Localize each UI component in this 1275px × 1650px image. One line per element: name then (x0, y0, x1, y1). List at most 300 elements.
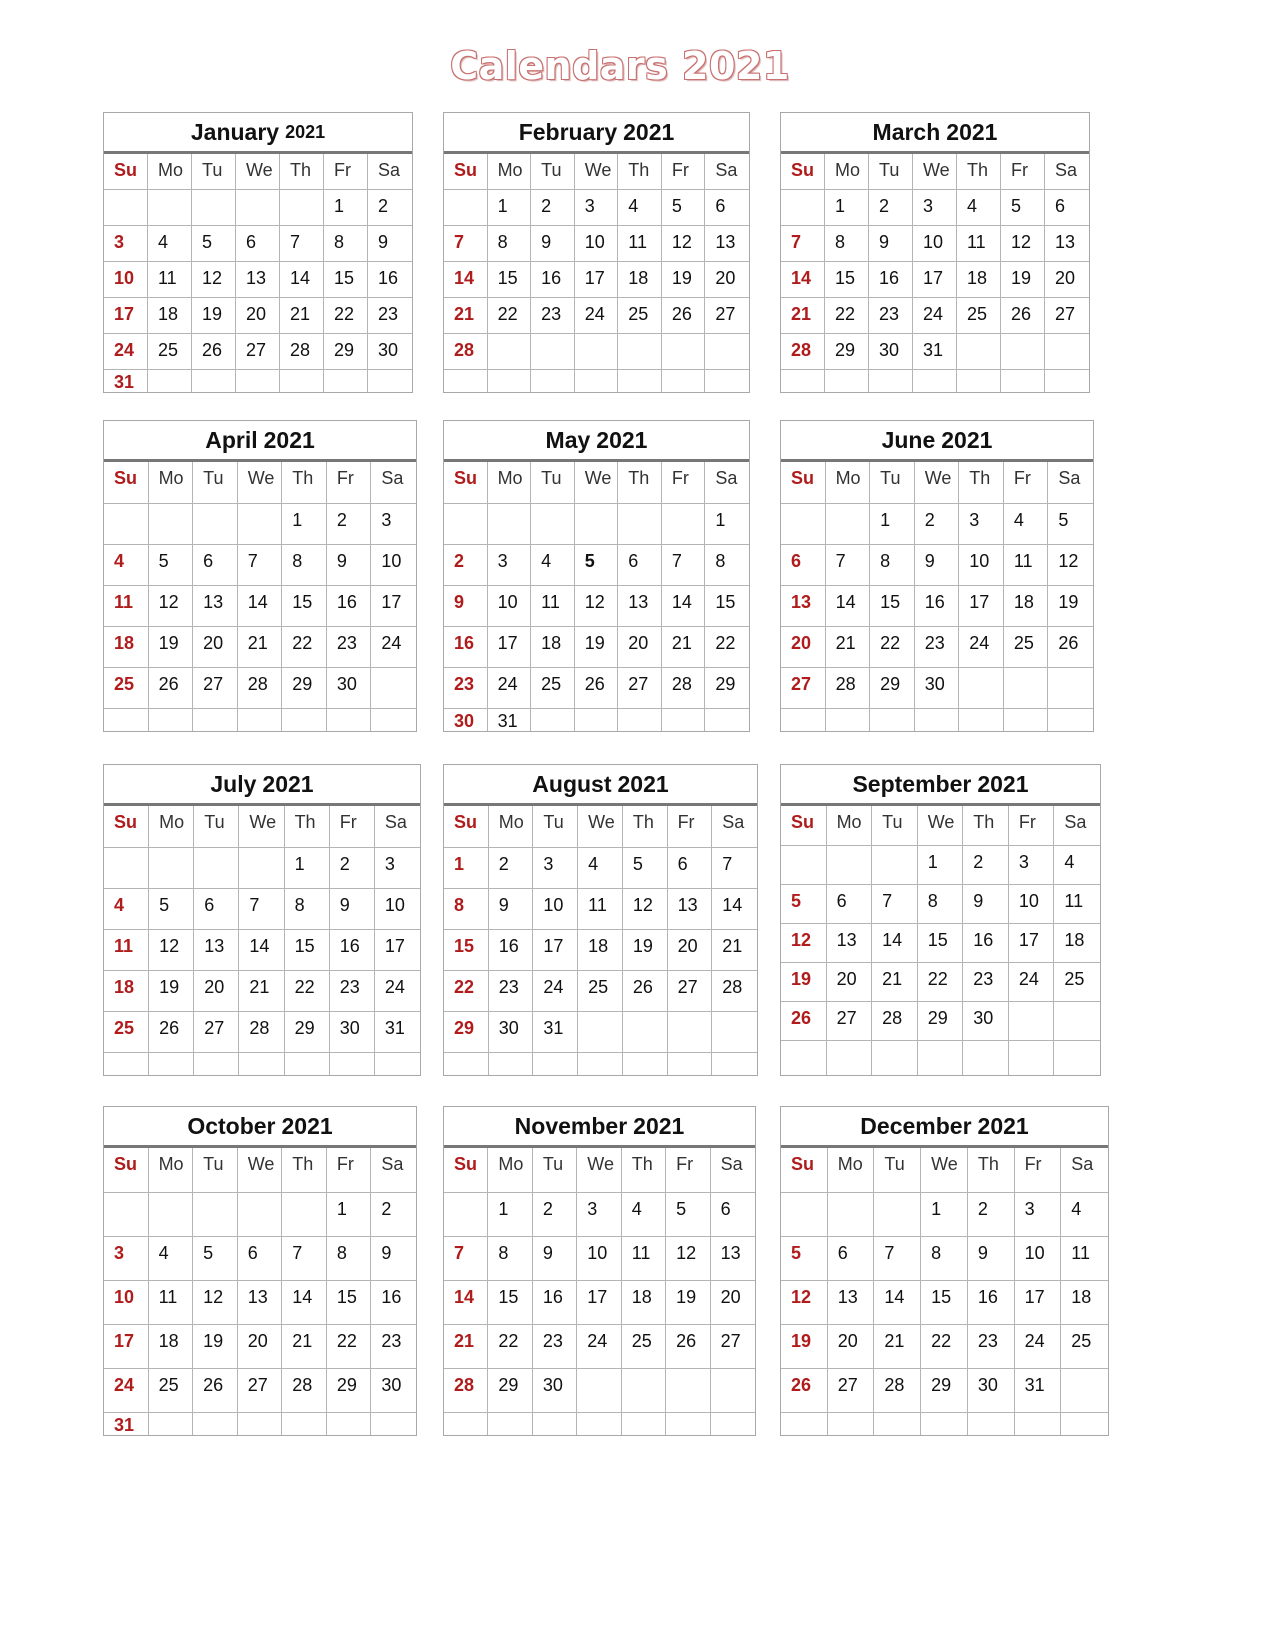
weekday-header: We (921, 1148, 968, 1193)
day-cell: 28 (662, 668, 706, 709)
day-cell: 11 (531, 586, 575, 627)
day-cell: 26 (662, 298, 706, 334)
empty-cell (623, 1012, 668, 1053)
day-cell: 4 (1061, 1193, 1108, 1237)
day-cell: 11 (578, 889, 623, 930)
day-cell: 25 (622, 1325, 666, 1369)
weekday-header: We (238, 462, 283, 504)
day-cell: 8 (870, 545, 915, 586)
day-cell: 26 (781, 1002, 827, 1041)
weekday-header: Mo (148, 154, 192, 190)
day-cell: 4 (957, 190, 1001, 226)
weekday-header: Th (622, 1148, 666, 1193)
month-july (103, 764, 421, 1076)
day-cell: 2 (368, 190, 412, 226)
day-cell: 7 (826, 545, 871, 586)
day-cell: 6 (1045, 190, 1089, 226)
empty-cell (1048, 709, 1093, 731)
month-year: 2021 (623, 118, 675, 145)
day-cell: 23 (533, 1325, 577, 1369)
day-cell: 25 (149, 1369, 194, 1413)
day-cell: 2 (531, 190, 575, 226)
day-cell: 4 (618, 190, 662, 226)
month-name: June (881, 426, 936, 453)
day-cell: 3 (575, 190, 619, 226)
day-cell: 4 (622, 1193, 666, 1237)
weekday-header: Th (959, 462, 1004, 504)
day-cell: 25 (1061, 1325, 1108, 1369)
day-cell: 24 (533, 971, 578, 1012)
empty-cell (575, 370, 619, 392)
day-cell: 17 (913, 262, 957, 298)
day-cell: 3 (371, 504, 416, 545)
day-cell: 5 (781, 1237, 828, 1281)
empty-cell (148, 190, 192, 226)
day-cell: 28 (239, 1012, 284, 1053)
empty-cell (827, 1041, 873, 1075)
day-cell: 23 (444, 668, 488, 709)
day-cell: 26 (1001, 298, 1045, 334)
day-cell: 6 (194, 889, 239, 930)
day-cell: 8 (324, 226, 368, 262)
day-cell: 2 (968, 1193, 1015, 1237)
day-cell: 23 (968, 1325, 1015, 1369)
empty-cell (1061, 1369, 1108, 1413)
month-year: 2021 (285, 121, 326, 142)
empty-cell (239, 1053, 284, 1075)
empty-cell (193, 1193, 238, 1237)
weekday-header: Sa (371, 1148, 416, 1193)
weekday-header: Tu (872, 806, 918, 846)
day-cell: 15 (488, 1281, 532, 1325)
day-cell: 8 (285, 889, 330, 930)
day-cell: 7 (872, 885, 918, 924)
weekday-header: Sa (1048, 462, 1093, 504)
day-cell: 8 (918, 885, 964, 924)
day-cell: 12 (575, 586, 619, 627)
weekday-header: Tu (874, 1148, 921, 1193)
day-cell: 19 (623, 930, 668, 971)
day-cell: 1 (488, 190, 532, 226)
day-cell: 10 (1015, 1237, 1062, 1281)
empty-cell (488, 334, 532, 370)
day-cell: 1 (921, 1193, 968, 1237)
empty-cell (781, 1041, 827, 1075)
empty-cell (781, 709, 826, 731)
empty-cell (1009, 1002, 1055, 1041)
empty-cell (781, 1193, 828, 1237)
day-cell: 4 (104, 889, 149, 930)
day-cell: 21 (712, 930, 757, 971)
day-cell: 28 (444, 334, 488, 370)
day-cell: 8 (825, 226, 869, 262)
empty-cell (444, 190, 488, 226)
day-cell: 22 (282, 627, 327, 668)
day-cell: 10 (913, 226, 957, 262)
day-cell: 23 (915, 627, 960, 668)
empty-cell (1004, 668, 1049, 709)
day-cell: 18 (618, 262, 662, 298)
empty-cell (1054, 1041, 1100, 1075)
empty-cell (575, 709, 619, 731)
day-cell: 13 (193, 586, 238, 627)
day-cell: 17 (371, 586, 416, 627)
day-cell: 12 (662, 226, 706, 262)
month-december (780, 1106, 1109, 1436)
weekday-header: Tu (193, 462, 238, 504)
empty-cell (712, 1053, 757, 1075)
weekday-header: Mo (149, 1148, 194, 1193)
day-cell: 1 (327, 1193, 372, 1237)
day-cell: 3 (104, 226, 148, 262)
weekday-header: Tu (194, 806, 239, 848)
day-cell: 14 (444, 262, 488, 298)
day-cell: 23 (489, 971, 534, 1012)
day-cell: 14 (239, 930, 284, 971)
weekday-header: We (578, 806, 623, 848)
day-cell: 18 (104, 971, 149, 1012)
weekday-header: Sa (705, 154, 749, 190)
day-cell: 26 (623, 971, 668, 1012)
empty-cell (705, 334, 749, 370)
day-cell: 12 (149, 586, 194, 627)
day-cell: 18 (149, 1325, 194, 1369)
day-cell: 23 (327, 627, 372, 668)
month-title (104, 765, 420, 806)
empty-cell (489, 1053, 534, 1075)
day-cell: 17 (1015, 1281, 1062, 1325)
day-grid (781, 462, 1093, 731)
day-cell: 12 (781, 1281, 828, 1325)
weekday-header: Th (968, 1148, 1015, 1193)
weekday-header: Mo (149, 806, 194, 848)
day-cell: 9 (915, 545, 960, 586)
day-cell: 21 (238, 627, 283, 668)
day-cell: 19 (149, 627, 194, 668)
month-name: January (190, 118, 280, 145)
empty-cell (1004, 709, 1049, 731)
empty-cell (575, 334, 619, 370)
day-cell: 10 (533, 889, 578, 930)
weekday-header: Th (618, 154, 662, 190)
day-cell: 29 (921, 1369, 968, 1413)
day-cell: 17 (577, 1281, 621, 1325)
empty-cell (371, 709, 416, 731)
day-cell: 1 (705, 504, 749, 545)
day-cell: 9 (869, 226, 913, 262)
day-cell: 22 (327, 1325, 372, 1369)
weekday-header: Tu (533, 1148, 577, 1193)
weekday-header: We (913, 154, 957, 190)
day-cell: 30 (444, 709, 488, 731)
day-cell: 2 (963, 846, 1009, 885)
day-cell: 22 (705, 627, 749, 668)
day-cell: 17 (1009, 924, 1055, 963)
month-name: December (860, 1112, 972, 1139)
empty-cell (444, 1193, 488, 1237)
day-cell: 18 (531, 627, 575, 668)
empty-cell (1045, 334, 1089, 370)
day-cell: 31 (375, 1012, 420, 1053)
empty-cell (870, 709, 915, 731)
empty-cell (957, 370, 1001, 392)
day-cell: 8 (488, 226, 532, 262)
day-cell: 15 (285, 930, 330, 971)
day-cell: 11 (1061, 1237, 1108, 1281)
day-cell: 19 (1048, 586, 1093, 627)
empty-cell (872, 846, 918, 885)
day-cell: 10 (371, 545, 416, 586)
day-cell: 15 (488, 262, 532, 298)
day-cell: 27 (828, 1369, 875, 1413)
empty-cell (662, 334, 706, 370)
empty-cell (577, 1369, 621, 1413)
day-cell: 25 (578, 971, 623, 1012)
empty-cell (959, 668, 1004, 709)
day-cell: 1 (444, 848, 489, 889)
weekday-header: We (575, 154, 619, 190)
day-cell: 8 (921, 1237, 968, 1281)
day-cell: 15 (444, 930, 489, 971)
empty-cell (618, 709, 662, 731)
day-cell: 24 (488, 668, 532, 709)
day-cell: 30 (968, 1369, 1015, 1413)
empty-cell (874, 1193, 921, 1237)
day-cell: 21 (781, 298, 825, 334)
empty-cell (148, 370, 192, 392)
day-cell: 3 (1009, 846, 1055, 885)
day-cell: 27 (711, 1325, 755, 1369)
month-title (444, 113, 749, 154)
day-cell: 13 (827, 924, 873, 963)
weekday-header: Sa (375, 806, 420, 848)
month-october (103, 1106, 417, 1436)
day-cell: 30 (368, 334, 412, 370)
empty-cell (371, 1413, 416, 1435)
day-cell: 7 (781, 226, 825, 262)
weekday-header: Mo (826, 462, 871, 504)
weekday-header: Mo (827, 806, 873, 846)
day-cell: 2 (915, 504, 960, 545)
empty-cell (828, 1193, 875, 1237)
day-cell: 29 (918, 1002, 964, 1041)
day-cell: 7 (712, 848, 757, 889)
empty-cell (1061, 1413, 1108, 1435)
day-cell: 31 (104, 1413, 149, 1435)
weekday-header: Th (280, 154, 324, 190)
empty-cell (618, 370, 662, 392)
weekday-header: Tu (531, 154, 575, 190)
empty-cell (913, 370, 957, 392)
day-cell: 3 (1015, 1193, 1062, 1237)
day-cell: 22 (488, 298, 532, 334)
day-cell: 26 (666, 1325, 710, 1369)
day-cell: 13 (705, 226, 749, 262)
month-title (444, 765, 757, 806)
empty-cell (1048, 668, 1093, 709)
day-cell: 11 (957, 226, 1001, 262)
day-cell: 8 (488, 1237, 532, 1281)
empty-cell (957, 334, 1001, 370)
day-grid (444, 806, 757, 1075)
empty-cell (622, 1369, 666, 1413)
month-year: 2021 (941, 426, 993, 453)
weekday-header: We (238, 1148, 283, 1193)
day-cell: 23 (963, 963, 1009, 1002)
weekday-header: Sa (705, 462, 749, 504)
day-cell: 15 (918, 924, 964, 963)
weekday-header: Tu (869, 154, 913, 190)
day-cell: 6 (193, 545, 238, 586)
empty-cell (285, 1053, 330, 1075)
day-cell: 5 (1048, 504, 1093, 545)
empty-cell (781, 846, 827, 885)
day-cell: 25 (148, 334, 192, 370)
day-cell: 7 (874, 1237, 921, 1281)
day-cell: 10 (104, 262, 148, 298)
day-cell: 3 (913, 190, 957, 226)
weekday-header: Th (282, 1148, 327, 1193)
empty-cell (193, 504, 238, 545)
day-cell: 7 (238, 545, 283, 586)
empty-cell (488, 504, 532, 545)
empty-cell (827, 846, 873, 885)
day-cell: 21 (826, 627, 871, 668)
day-cell: 12 (623, 889, 668, 930)
empty-cell (959, 709, 1004, 731)
day-cell: 19 (1001, 262, 1045, 298)
empty-cell (238, 1413, 283, 1435)
empty-cell (963, 1041, 1009, 1075)
weekday-header: Th (957, 154, 1001, 190)
day-cell: 11 (622, 1237, 666, 1281)
empty-cell (712, 1012, 757, 1053)
day-cell: 22 (324, 298, 368, 334)
day-cell: 11 (149, 1281, 194, 1325)
day-cell: 29 (488, 1369, 532, 1413)
empty-cell (239, 848, 284, 889)
empty-cell (149, 1053, 194, 1075)
day-cell: 25 (104, 1012, 149, 1053)
weekday-header: Sa (1061, 1148, 1108, 1193)
weekday-header: Sa (1045, 154, 1089, 190)
day-cell: 6 (781, 545, 826, 586)
day-cell: 23 (531, 298, 575, 334)
day-cell: 9 (533, 1237, 577, 1281)
empty-cell (327, 709, 372, 731)
empty-cell (488, 370, 532, 392)
day-cell: 28 (781, 334, 825, 370)
day-cell: 14 (282, 1281, 327, 1325)
day-cell: 16 (330, 930, 375, 971)
day-cell: 5 (149, 545, 194, 586)
day-cell: 5 (575, 545, 619, 586)
day-cell: 10 (375, 889, 420, 930)
empty-cell (104, 848, 149, 889)
weekday-header: Mo (488, 1148, 532, 1193)
weekday-header: Fr (1001, 154, 1045, 190)
day-cell: 5 (781, 885, 827, 924)
day-cell: 3 (104, 1237, 149, 1281)
day-cell: 1 (488, 1193, 532, 1237)
day-cell: 15 (705, 586, 749, 627)
day-cell: 12 (1048, 545, 1093, 586)
day-cell: 13 (238, 1281, 283, 1325)
day-cell: 24 (1009, 963, 1055, 1002)
day-cell: 27 (193, 668, 238, 709)
day-cell: 20 (238, 1325, 283, 1369)
weekday-header: Su (781, 154, 825, 190)
day-cell: 3 (959, 504, 1004, 545)
empty-cell (622, 1413, 666, 1435)
empty-cell (711, 1413, 755, 1435)
empty-cell (872, 1041, 918, 1075)
day-cell: 3 (375, 848, 420, 889)
day-cell: 31 (533, 1012, 578, 1053)
weekday-header: Su (444, 1148, 488, 1193)
day-cell: 4 (1004, 504, 1049, 545)
weekday-header: We (239, 806, 284, 848)
day-cell: 14 (662, 586, 706, 627)
day-cell: 27 (705, 298, 749, 334)
empty-cell (531, 370, 575, 392)
empty-cell (194, 1053, 239, 1075)
month-year: 2021 (262, 770, 314, 797)
day-cell: 14 (712, 889, 757, 930)
day-cell: 28 (872, 1002, 918, 1041)
empty-cell (874, 1413, 921, 1435)
empty-cell (662, 370, 706, 392)
day-cell: 26 (1048, 627, 1093, 668)
day-cell: 9 (968, 1237, 1015, 1281)
day-cell: 20 (781, 627, 826, 668)
day-cell: 22 (444, 971, 489, 1012)
empty-cell (371, 668, 416, 709)
empty-cell (1045, 370, 1089, 392)
day-cell: 17 (959, 586, 1004, 627)
day-cell: 7 (444, 1237, 488, 1281)
empty-cell (1015, 1413, 1062, 1435)
empty-cell (575, 504, 619, 545)
weekday-header: Su (104, 806, 149, 848)
month-title (781, 421, 1093, 462)
day-cell: 28 (826, 668, 871, 709)
empty-cell (578, 1053, 623, 1075)
day-cell: 13 (781, 586, 826, 627)
day-grid (781, 806, 1100, 1075)
day-cell: 28 (238, 668, 283, 709)
day-cell: 5 (662, 190, 706, 226)
weekday-header: Th (282, 462, 327, 504)
day-grid (104, 1148, 416, 1435)
month-year: 2021 (977, 770, 1029, 797)
day-cell: 27 (618, 668, 662, 709)
month-title (781, 113, 1089, 154)
day-cell: 21 (444, 1325, 488, 1369)
weekday-header: Su (444, 154, 488, 190)
weekday-header: We (575, 462, 619, 504)
day-cell: 24 (913, 298, 957, 334)
day-cell: 24 (104, 334, 148, 370)
weekday-header: Tu (531, 462, 575, 504)
month-title (104, 113, 412, 154)
day-cell: 20 (1045, 262, 1089, 298)
empty-cell (149, 848, 194, 889)
day-cell: 9 (963, 885, 1009, 924)
month-april (103, 420, 417, 732)
day-cell: 1 (282, 504, 327, 545)
day-cell: 19 (662, 262, 706, 298)
